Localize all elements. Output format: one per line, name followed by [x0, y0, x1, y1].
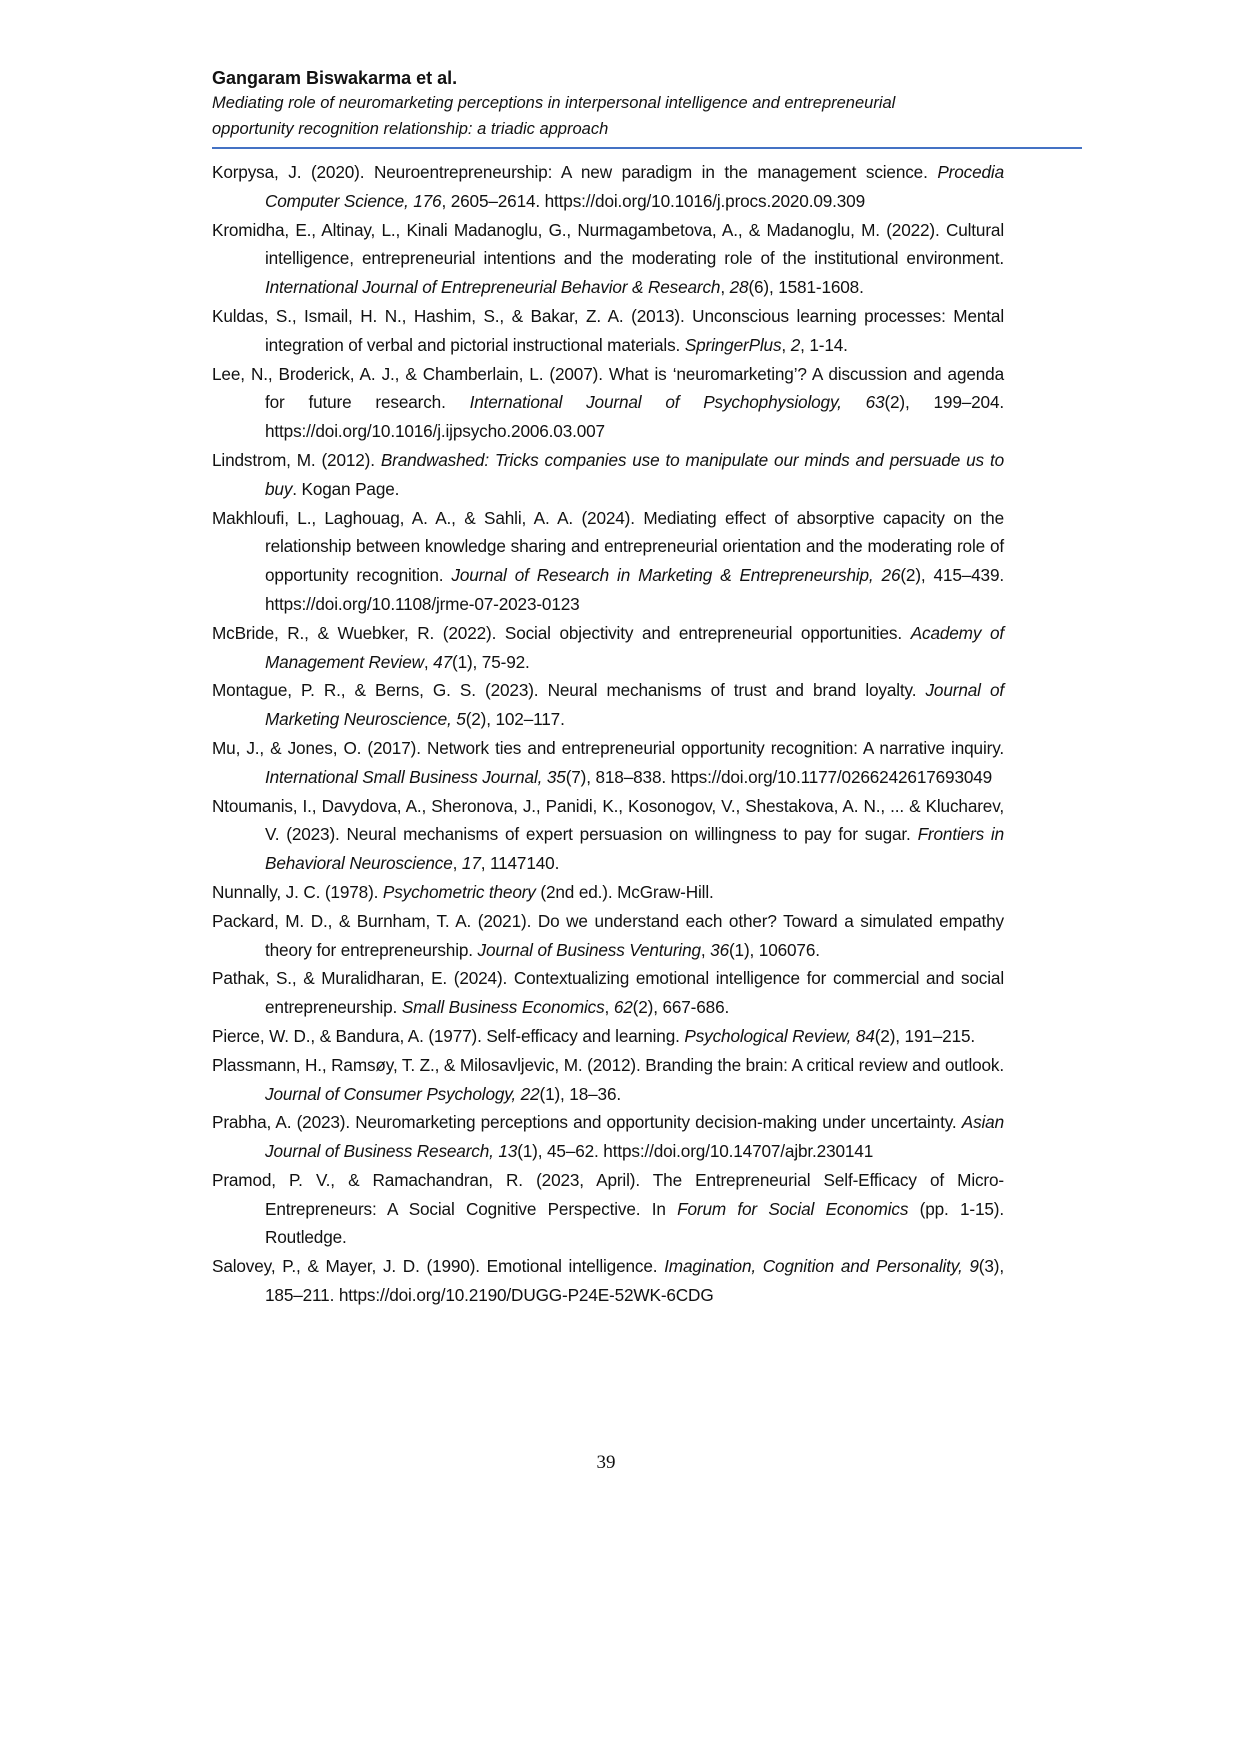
reference-text: , — [781, 334, 791, 355]
running-header — [212, 66, 1004, 142]
reference-entry — [212, 302, 1004, 360]
reference-text: (1), 75-92. — [452, 651, 530, 672]
reference-text: (2), 199–204. https://doi.org/10.1016/j.ijpsycho.2006.03.007 — [265, 392, 1004, 442]
reference-text: McBride, R., & Wuebker, R. (2022). Social objectivity and entrepreneurial opportunities. — [212, 622, 911, 643]
reference-entry — [212, 619, 1004, 677]
reference-entry — [212, 907, 1004, 965]
reference-text: (7), 818–838. https://doi.org/10.1177/0266242617693049 — [565, 766, 993, 787]
reference-entry — [212, 504, 1004, 619]
reference-text: . Kogan Page. — [292, 478, 400, 499]
reference-entry — [212, 676, 1004, 734]
reference-italic-text: Academy of Management Review — [265, 622, 1004, 672]
reference-text: (1), 106076. — [728, 939, 820, 960]
header-title-line-1: Mediating role of neuromarketing perceptions in interpersonal intelligence and entrepreneurial — [212, 94, 896, 112]
reference-italic-text: Psychometric theory — [382, 881, 536, 902]
reference-italic-text: 17 — [461, 853, 481, 874]
reference-text: Salovey, P., & Mayer, J. D. (1990). Emotional intelligence. — [212, 1256, 665, 1277]
reference-text: Prabha, A. (2023). Neuromarketing perceptions and opportunity decision-making under uncertainty. — [212, 1112, 962, 1133]
reference-italic-text: SpringerPlus — [684, 334, 782, 355]
reference-text: Pathak, S., & Muralidharan, E. (2024). Contextualizing emotional intelligence for commercial and social entrepreneurship. — [212, 968, 1004, 1018]
reference-italic-text: Forum for Social Economics — [677, 1198, 909, 1219]
reference-entry — [212, 1051, 1004, 1109]
reference-text: (2), 415–439. https://doi.org/10.1108/jrme-07-2023-0123 — [265, 565, 1005, 614]
reference-italic-text: International Journal of Entrepreneurial Behavior & Research — [265, 277, 721, 298]
reference-text: , — [452, 853, 462, 874]
reference-text: (3), 185–211. https://doi.org/10.2190/DUGG-P24E-52WK-6CDG — [265, 1256, 1004, 1306]
reference-text: Pramod, P. V., & Ramachandran, R. (2023, April). The Entrepreneurial Self-Efficacy of Micro-Entrepreneurs: A Social Cognitive Perspective. In — [212, 1169, 1004, 1219]
reference-text: Korpysa, J. (2020). Neuroentrepreneurship: A new paradigm in the management science. — [212, 162, 938, 182]
reference-entry — [212, 1022, 1004, 1051]
reference-text: , 1147140. — [480, 853, 560, 874]
reference-text: Ntoumanis, I., Davydova, A., Sheronova, J., Panidi, K., Kosonogov, V., Shestakova, A. N., ... & Klucharev, V. (2023). Neural mechanisms of expert persuasion on willingness to pay for sugar. — [212, 795, 1004, 845]
reference-text: (2), 191–215. — [874, 1025, 976, 1046]
reference-italic-text: 47 — [433, 651, 452, 672]
reference-text: , 1-14. — [800, 334, 848, 355]
reference-entry — [212, 446, 1004, 504]
reference-text: Plassmann, H., Ramsøy, T. Z., & Milosavljevic, M. (2012). Branding the brain: A critical review and outlook. — [212, 1054, 1004, 1075]
reference-italic-text: Frontiers in Behavioral Neuroscience — [265, 824, 1005, 874]
reference-text: Pierce, W. D., & Bandura, A. (1977). Self-efficacy and learning. — [212, 1025, 685, 1046]
reference-text: (pp. 1-15). Routledge. — [265, 1198, 1004, 1248]
reference-italic-text: Asian Journal of Business Research, 13 — [265, 1112, 1004, 1162]
reference-italic-text: Brandwashed: Tricks companies use to manipulate our minds and persuade us to buy — [265, 449, 1004, 499]
reference-italic-text: Journal of Research in Marketing & Entrepreneurship, 26 — [451, 565, 901, 586]
reference-text: Mu, J., & Jones, O. (2017). Network ties and entrepreneurial opportunity recognition: A narrative inquiry. — [212, 737, 1004, 758]
reference-italic-text: International Journal of Psychophysiology, 63 — [469, 392, 885, 413]
reference-text: (2nd ed.). McGraw-Hill. — [535, 881, 714, 902]
reference-text: , — [604, 997, 614, 1018]
reference-entry — [212, 964, 1004, 1022]
reference-entry — [212, 1166, 1004, 1252]
reference-entry — [212, 792, 1004, 878]
reference-text: Kromidha, E., Altinay, L., Kinali Madanoglu, G., Nurmagambetova, A., & Madanoglu, M. (2022). Cultural intelligence, entrepreneurial intentions and the moderating role of the institutional environment. — [212, 219, 1004, 269]
reference-text: Kuldas, S., Ismail, H. N., Hashim, S., & Bakar, Z. A. (2013). Unconscious learning processes: Mental integration of verbal and pictorial instructional materials. — [212, 305, 1004, 355]
reference-text: Packard, M. D., & Burnham, T. A. (2021). Do we understand each other? Toward a simulated empathy theory for entrepreneurship. — [212, 910, 1004, 960]
reference-entry — [212, 1252, 1004, 1310]
header-divider — [212, 147, 1082, 149]
reference-italic-text: Journal of Marketing Neuroscience, 5 — [265, 680, 1004, 730]
reference-text: (1), 45–62. https://doi.org/10.14707/ajbr.230141 — [517, 1141, 874, 1162]
reference-italic-text: Imagination, Cognition and Personality, 9 — [664, 1256, 979, 1277]
reference-text: , — [423, 651, 434, 672]
reference-text: , — [720, 277, 730, 298]
reference-entry — [212, 734, 1004, 792]
header-author: Gangaram Biswakarma et al. — [212, 68, 458, 88]
reference-italic-text: 62 — [613, 997, 633, 1018]
reference-italic-text: 28 — [729, 277, 749, 298]
page-number: 39 — [596, 1452, 616, 1473]
reference-italic-text: Psychological Review, 84 — [684, 1025, 875, 1046]
reference-text: , — [700, 939, 711, 960]
reference-text: (2), 667-686. — [632, 997, 730, 1018]
reference-italic-text: Small Business Economics — [401, 997, 605, 1018]
reference-text: Lee, N., Broderick, A. J., & Chamberlain, L. (2007). What is ‘neuromarketing’? A discussion and agenda for future research. — [212, 363, 1004, 413]
reference-entry — [212, 216, 1004, 302]
reference-text: (6), 1581-1608. — [748, 277, 864, 298]
reference-text: (1), 18–36. — [539, 1083, 621, 1104]
reference-italic-text: Procedia Computer Science, 176 — [265, 162, 1004, 211]
reference-list — [212, 158, 1004, 1310]
reference-italic-text: Journal of Consumer Psychology, 22 — [265, 1083, 540, 1104]
reference-entry — [212, 158, 1004, 216]
reference-italic-text: 2 — [790, 334, 801, 355]
reference-text: , 2605–2614. https://doi.org/10.1016/j.procs.2020.09.309 — [441, 190, 865, 211]
reference-text: Lindstrom, M. (2012). — [212, 449, 381, 470]
reference-text: (2), 102–117. — [465, 709, 565, 730]
reference-entry — [212, 878, 1004, 907]
reference-italic-text: International Small Business Journal, 35 — [265, 766, 566, 787]
reference-entry — [212, 1108, 1004, 1166]
header-title-line-2: opportunity recognition relationship: a triadic approach — [212, 120, 609, 138]
reference-text: Montague, P. R., & Berns, G. S. (2023). Neural mechanisms of trust and brand loyalty. — [212, 680, 926, 701]
reference-entry — [212, 360, 1004, 446]
reference-text: Nunnally, J. C. (1978). — [212, 881, 383, 902]
reference-italic-text: Journal of Business Venturing — [477, 939, 701, 960]
reference-italic-text: 36 — [710, 939, 729, 960]
reference-text: Makhloufi, L., Laghouag, A. A., & Sahli, A. A. (2024). Mediating effect of absorptive capacity on the relationship between knowledge sharing and entrepreneurial orientation and the moderating role of opportunity recognition. — [212, 507, 1004, 586]
